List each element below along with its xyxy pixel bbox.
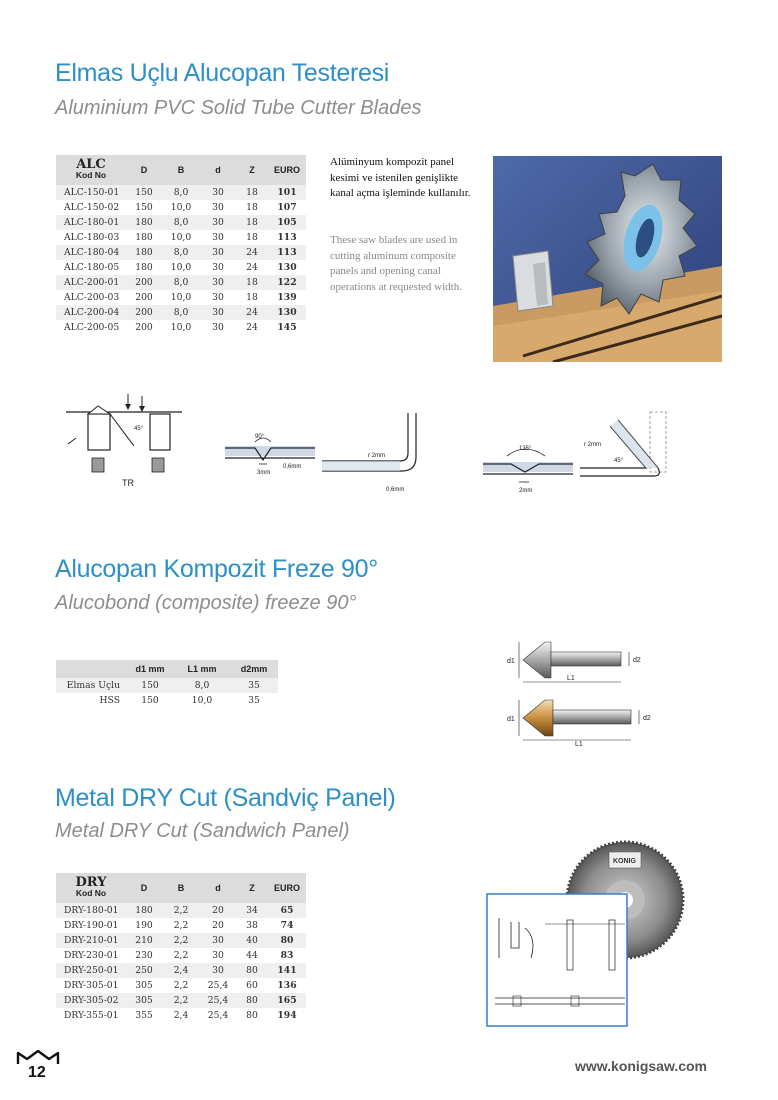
l1-label: L1 xyxy=(567,675,575,682)
table-cell: 2,2 xyxy=(162,948,200,963)
table-cell: 150 xyxy=(126,185,162,200)
table-row xyxy=(56,693,278,708)
table-cell: 139 xyxy=(268,290,306,305)
alc-spec-table xyxy=(56,155,306,335)
col-header: d xyxy=(200,873,236,903)
table-cell: 180 xyxy=(126,903,162,918)
table-cell: 180 xyxy=(126,245,162,260)
table-cell: 30 xyxy=(200,290,236,305)
table-cell: 60 xyxy=(236,978,268,993)
angle-label: 135° xyxy=(519,446,532,452)
table-cell: 10,0 xyxy=(162,260,200,275)
table-cell: 113 xyxy=(268,230,306,245)
table-row xyxy=(56,305,306,320)
table-cell: 18 xyxy=(236,185,268,200)
table-row xyxy=(56,993,306,1008)
table-cell: 165 xyxy=(268,993,306,1008)
table-cell: 10,0 xyxy=(162,290,200,305)
saw-blade-photo xyxy=(493,156,722,362)
table-cell: 18 xyxy=(236,290,268,305)
table-cell: 10,0 xyxy=(174,693,230,708)
table-cell: DRY-355-01 xyxy=(56,1008,126,1023)
table-cell: 18 xyxy=(236,200,268,215)
d2-label: d2 xyxy=(643,715,651,722)
description-en: These saw blades are used in cutting aluminum composite panels and opening canal operations at requested width. xyxy=(330,234,462,293)
table-cell: 230 xyxy=(126,948,162,963)
table-cell: ALC-200-04 xyxy=(56,305,126,320)
table-cell: 83 xyxy=(268,948,306,963)
table-cell: 34 xyxy=(236,903,268,918)
angle-label: 45° xyxy=(134,426,144,432)
table-cell: 8,0 xyxy=(162,275,200,290)
website-url[interactable]: www.konigsaw.com xyxy=(575,1058,707,1074)
dim-label: 3mm xyxy=(257,470,271,476)
table-cell: 130 xyxy=(268,305,306,320)
table-cell: 145 xyxy=(268,320,306,335)
table-row xyxy=(56,963,306,978)
table-cell: DRY-305-02 xyxy=(56,993,126,1008)
table-cell: 80 xyxy=(236,1008,268,1023)
table-cell: 200 xyxy=(126,290,162,305)
col-header: d xyxy=(200,155,236,185)
table-cell: 180 xyxy=(126,230,162,245)
section-title-freze: Alucopan Kompozit Freze 90° xyxy=(55,555,378,583)
table-cell: 30 xyxy=(200,230,236,245)
col-header: d1 mm xyxy=(126,660,174,678)
table-cell: HSS xyxy=(56,693,126,708)
table-cell: 44 xyxy=(236,948,268,963)
table-cell: 65 xyxy=(268,903,306,918)
table-cell: 30 xyxy=(200,200,236,215)
table-row xyxy=(56,978,306,993)
table-cell: 80 xyxy=(268,933,306,948)
dim-label: 0,6mm xyxy=(386,487,405,493)
folded-panel-diagram xyxy=(580,410,670,480)
table-cell: 2,2 xyxy=(162,993,200,1008)
col-header xyxy=(56,660,126,678)
table-cell: DRY-190-01 xyxy=(56,918,126,933)
dry-spec-table xyxy=(56,873,306,1023)
col-header: EURO xyxy=(268,873,306,903)
table-cell: 30 xyxy=(200,320,236,335)
freze-spec-table xyxy=(56,660,278,708)
table-cell: 107 xyxy=(268,200,306,215)
table-cell: 200 xyxy=(126,320,162,335)
table-row xyxy=(56,275,306,290)
table-row xyxy=(56,200,306,215)
radius-label: r 2mm xyxy=(584,442,601,448)
tr-label: TR xyxy=(122,478,134,488)
radius-label: r 2mm xyxy=(368,453,385,459)
table-cell: 80 xyxy=(236,963,268,978)
table-cell: 24 xyxy=(236,245,268,260)
table-cell: 24 xyxy=(236,260,268,275)
table-row xyxy=(56,933,306,948)
v-groove-135-diagram xyxy=(483,440,573,495)
table-cell: 101 xyxy=(268,185,306,200)
table-row xyxy=(56,185,306,200)
table-cell: 30 xyxy=(200,185,236,200)
table-cell: 355 xyxy=(126,1008,162,1023)
table-cell: 194 xyxy=(268,1008,306,1023)
angle-label: 90° xyxy=(255,434,265,440)
table-row xyxy=(56,215,306,230)
table-cell: 24 xyxy=(236,320,268,335)
table-cell: 105 xyxy=(268,215,306,230)
table-cell: 305 xyxy=(126,993,162,1008)
col-header: d2mm xyxy=(230,660,278,678)
col-header: L1 mm xyxy=(174,660,230,678)
table-cell: 8,0 xyxy=(174,678,230,693)
table-cell: 210 xyxy=(126,933,162,948)
table-cell: 30 xyxy=(200,260,236,275)
table-cell: 130 xyxy=(268,260,306,275)
table-cell: 250 xyxy=(126,963,162,978)
table-cell: 30 xyxy=(200,933,236,948)
col-header: D xyxy=(126,155,162,185)
table-cell: 35 xyxy=(230,678,278,693)
table-cell: 180 xyxy=(126,215,162,230)
table-row xyxy=(56,1008,306,1023)
table-row xyxy=(56,903,306,918)
table-cell: 80 xyxy=(236,993,268,1008)
table-cell: 200 xyxy=(126,275,162,290)
table-cell: 20 xyxy=(200,918,236,933)
table-cell: 190 xyxy=(126,918,162,933)
table-cell: ALC-200-01 xyxy=(56,275,126,290)
table-cell: DRY-210-01 xyxy=(56,933,126,948)
dim-label: 2mm xyxy=(519,488,533,494)
code-header: DRY Kod No xyxy=(56,873,126,903)
table-row xyxy=(56,948,306,963)
table-cell: 74 xyxy=(268,918,306,933)
table-cell: ALC-150-01 xyxy=(56,185,126,200)
table-cell: 136 xyxy=(268,978,306,993)
table-cell: 113 xyxy=(268,245,306,260)
table-row xyxy=(56,245,306,260)
table-row xyxy=(56,320,306,335)
d2-label: d2 xyxy=(633,657,641,664)
table-cell: 30 xyxy=(200,963,236,978)
table-cell: 2,4 xyxy=(162,1008,200,1023)
table-cell: 8,0 xyxy=(162,305,200,320)
countersink-drawings xyxy=(505,636,675,748)
d1-label: d1 xyxy=(507,658,515,665)
table-cell: 25,4 xyxy=(200,993,236,1008)
brand-label: KONIG xyxy=(613,858,636,865)
table-cell: Elmas Uçlu xyxy=(56,678,126,693)
table-cell: 305 xyxy=(126,978,162,993)
blade-profile-diagram-tr xyxy=(62,390,182,490)
section-title-alucopan-saw: Elmas Uçlu Alucopan Testeresi xyxy=(55,59,390,87)
table-cell: 18 xyxy=(236,215,268,230)
table-cell: ALC-200-03 xyxy=(56,290,126,305)
table-cell: 30 xyxy=(200,948,236,963)
code-header: ALC Kod No xyxy=(56,155,126,185)
col-header: B xyxy=(162,873,200,903)
col-header: D xyxy=(126,873,162,903)
d1-label: d1 xyxy=(507,716,515,723)
table-cell: 30 xyxy=(200,215,236,230)
table-cell: 40 xyxy=(236,933,268,948)
table-cell: 8,0 xyxy=(162,245,200,260)
table-cell: 150 xyxy=(126,693,174,708)
table-row xyxy=(56,230,306,245)
col-header: EURO xyxy=(268,155,306,185)
table-row xyxy=(56,918,306,933)
table-cell: ALC-150-02 xyxy=(56,200,126,215)
table-cell: ALC-180-04 xyxy=(56,245,126,260)
dim-label: 0,6mm xyxy=(283,464,302,470)
table-cell: ALC-180-01 xyxy=(56,215,126,230)
dry-blade-image xyxy=(485,838,687,1028)
table-cell: 30 xyxy=(200,245,236,260)
table-cell: 2,2 xyxy=(162,918,200,933)
table-cell: ALC-200-05 xyxy=(56,320,126,335)
table-cell: 38 xyxy=(236,918,268,933)
table-cell: 30 xyxy=(200,305,236,320)
section-subtitle-dry-cut: Metal DRY Cut (Sandwich Panel) xyxy=(55,820,350,842)
table-cell: 150 xyxy=(126,678,174,693)
page-number: 12 xyxy=(28,1064,46,1081)
table-cell: 24 xyxy=(236,305,268,320)
section-subtitle-freze: Alucobond (composite) freeze 90° xyxy=(55,592,357,614)
description-tr: Alüminyum kompozit panel kesimi ve istenilen genişlikte kanal açma işleminde kullanılır. xyxy=(330,156,471,199)
table-cell: 2,2 xyxy=(162,903,200,918)
col-header: Z xyxy=(236,873,268,903)
table-cell: 200 xyxy=(126,305,162,320)
col-header: B xyxy=(162,155,200,185)
section-subtitle-alucopan-saw: Aluminium PVC Solid Tube Cutter Blades xyxy=(55,97,422,119)
table-cell: 150 xyxy=(126,200,162,215)
table-cell: DRY-250-01 xyxy=(56,963,126,978)
table-cell: 2,4 xyxy=(162,963,200,978)
table-row xyxy=(56,678,278,693)
table-cell: 10,0 xyxy=(162,230,200,245)
table-row xyxy=(56,260,306,275)
table-cell: 8,0 xyxy=(162,185,200,200)
table-cell: 10,0 xyxy=(162,320,200,335)
table-cell: 141 xyxy=(268,963,306,978)
angle-label: 45° xyxy=(614,458,624,464)
table-cell: 2,2 xyxy=(162,933,200,948)
table-cell: 25,4 xyxy=(200,1008,236,1023)
table-cell: 18 xyxy=(236,275,268,290)
table-row xyxy=(56,290,306,305)
bent-corner-diagram xyxy=(322,413,417,493)
table-cell: 122 xyxy=(268,275,306,290)
table-cell: 8,0 xyxy=(162,215,200,230)
l1-label: L1 xyxy=(575,741,583,748)
table-cell: 35 xyxy=(230,693,278,708)
table-cell: DRY-180-01 xyxy=(56,903,126,918)
table-cell: 18 xyxy=(236,230,268,245)
table-cell: 2,2 xyxy=(162,978,200,993)
table-cell: 180 xyxy=(126,260,162,275)
table-cell: DRY-305-01 xyxy=(56,978,126,993)
table-cell: ALC-180-05 xyxy=(56,260,126,275)
v-groove-90-diagram xyxy=(225,428,315,480)
table-cell: 30 xyxy=(200,275,236,290)
table-cell: DRY-230-01 xyxy=(56,948,126,963)
table-cell: ALC-180-03 xyxy=(56,230,126,245)
table-cell: 25,4 xyxy=(200,978,236,993)
col-header: Z xyxy=(236,155,268,185)
table-cell: 20 xyxy=(200,903,236,918)
section-title-dry-cut: Metal DRY Cut (Sandviç Panel) xyxy=(55,784,396,812)
table-cell: 10,0 xyxy=(162,200,200,215)
